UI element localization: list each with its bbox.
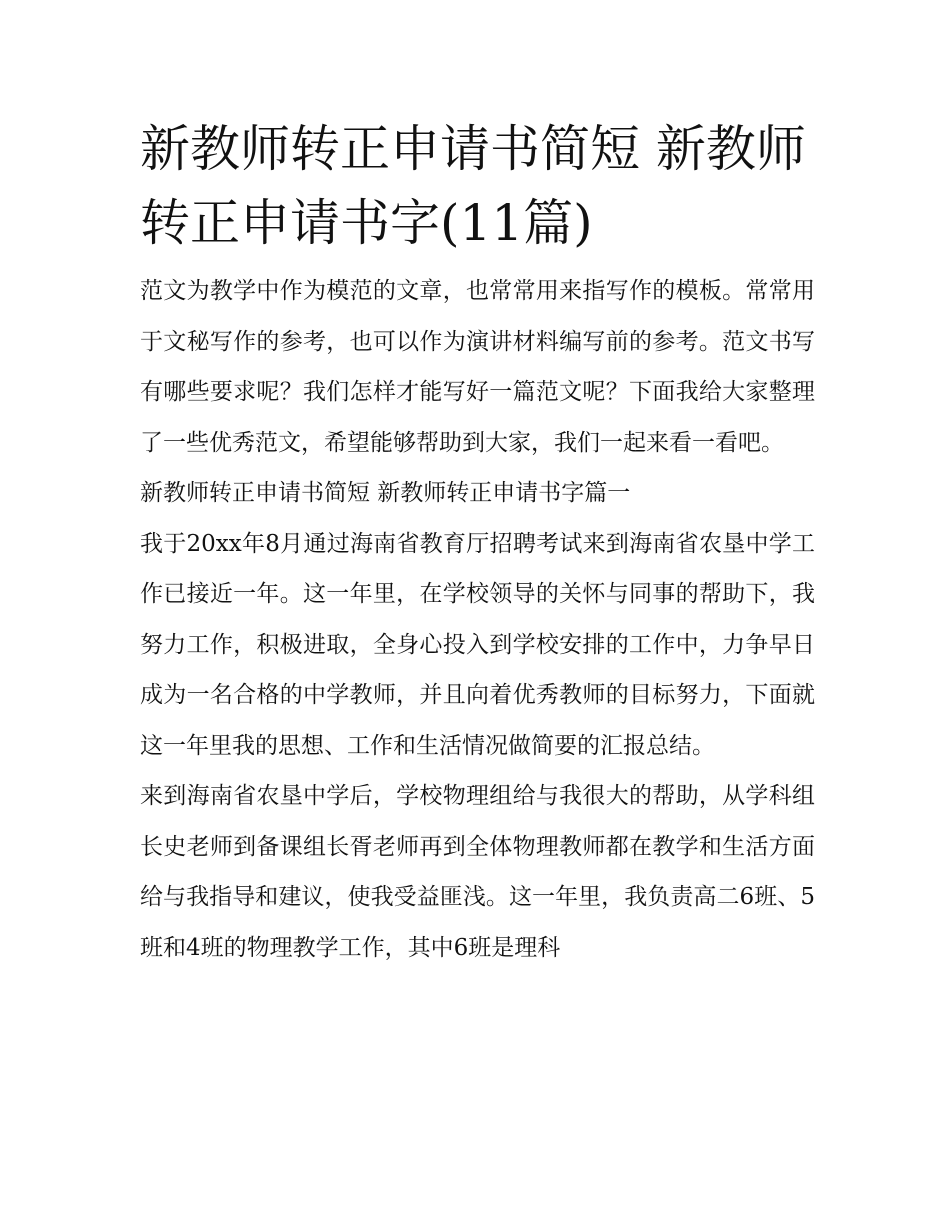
document-page [140, 112, 815, 973]
intro-paragraph: 范文为教学中作为模范的文章，也常常用来指写作的模板。常常用于文秘写作的参考，也可以作为演讲材料编写前的参考。范文书写有哪些要求呢？我们怎样才能写好一篇范文呢？下面我给大家整理了一些优秀范文，希望能够帮助到大家，我们一起来看一看吧。 [140, 278, 815, 456]
body-paragraph: 我于20xx年8月通过海南省教育厅招聘考试来到海南省农垦中学工作已接近一年。这一年里，在学校领导的关怀与同事的帮助下，我努力工作，积极进取，全身心投入到学校安排的工作中，力争早日成为一名合格的中学教师，并且向着优秀教师的目标努力，下面就这一年里我的思想、工作和生活情况做简要的汇报总结。 [140, 530, 815, 759]
body-paragraph: 来到海南省农垦中学后，学校物理组给与我很大的帮助，从学科组长史老师到备课组长胥老师再到全体物理教师都在教学和生活方面给与我指导和建议，使我受益匪浅。这一年里，我负责高二6班、5班和4班的物理教学工作，其中6班是理科 [140, 783, 815, 961]
document-title: 新教师转正申请书简短 新教师转正申请书字(11篇) [140, 120, 806, 252]
section-heading: 新教师转正申请书简短 新教师转正申请书字篇一 [140, 480, 631, 506]
